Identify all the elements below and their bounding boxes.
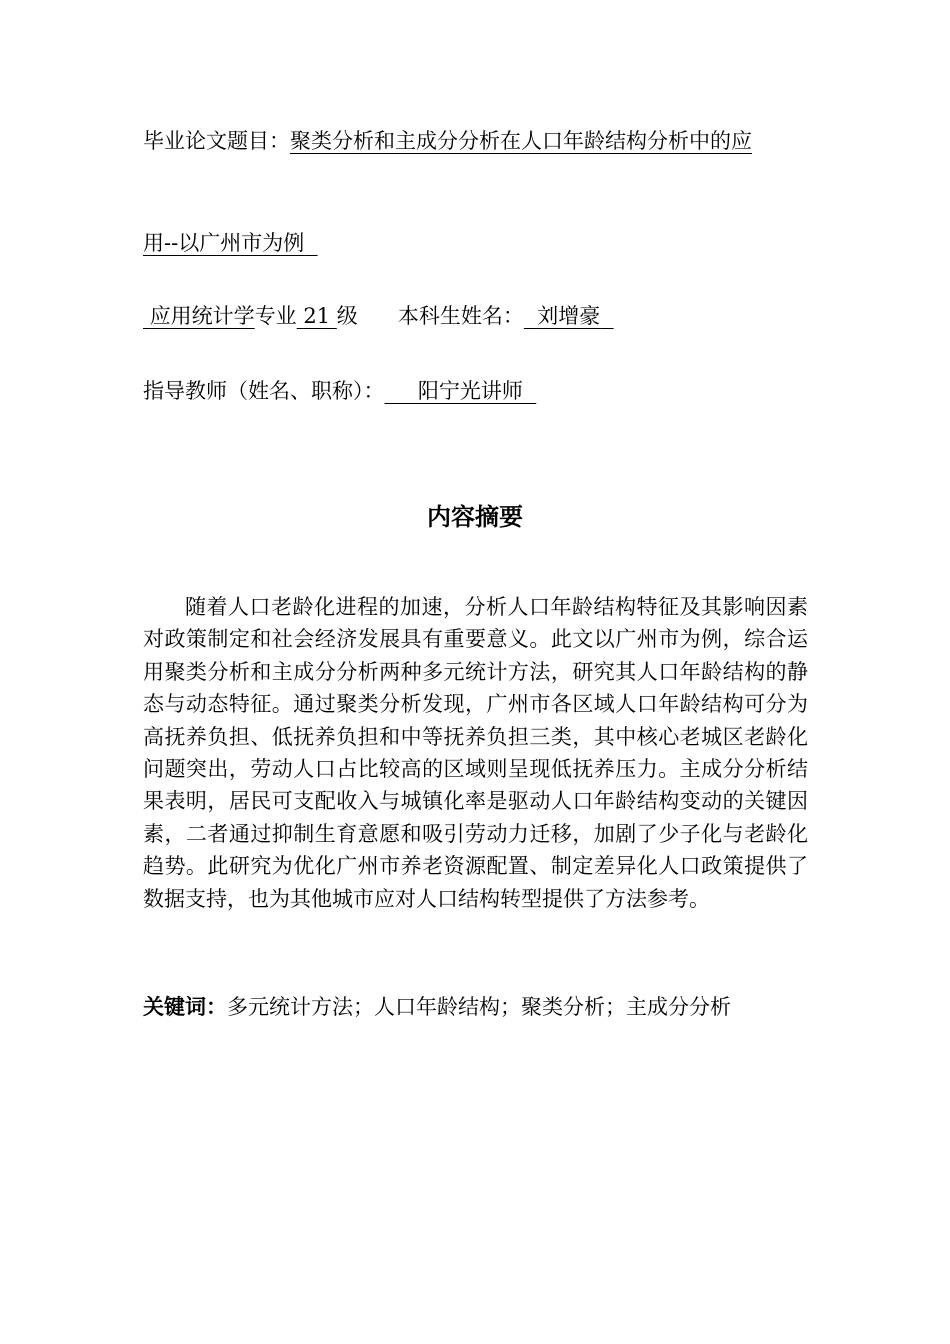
thesis-title-label: 毕业论文题目： <box>143 129 290 153</box>
student-name-label: 本科生姓名： <box>397 304 524 328</box>
thesis-title-line-2 <box>143 228 318 258</box>
grade-suffix: 级 <box>336 304 358 328</box>
abstract-body: 随着人口老龄化进程的加速，分析人口年龄结构特征及其影响因素对政策制定和社会经济发展具有重要意义。此文以广州市为例，综合运用聚类分析和主成分分析两种多元统计方法，研究其人口年龄结构的静态与动态特征。通过聚类分析发现，广州市各区域人口年龄结构可分为高抚养负担、低抚养负担和中等抚养负担三类，其中核心老城区老龄化问题突出，劳动人口占比较高的区域则呈现低抚养压力。主成分分析结果表明，居民可支配收入与城镇化率是驱动人口年龄结构变动的关键因素，二者通过抑制生育意愿和吸引劳动力迁移，加剧了少子化与老龄化趋势。此研究为优化广州市养老资源配置、制定差异化人口政策提供了数据支持，也为其他城市应对人口结构转型提供了方法参考。 <box>143 595 808 911</box>
thesis-title-text: 聚类分析和主成分分析在人口年龄结构分析中的应 <box>290 129 752 153</box>
advisor-name: 阳宁光讲师 <box>417 379 523 403</box>
keywords-line <box>143 992 731 1022</box>
major-field: 应用统计学 <box>149 304 255 328</box>
abstract-heading: 内容摘要 <box>427 503 523 531</box>
student-info-line <box>143 301 614 331</box>
thesis-title-continued: 用--以广州市为例 <box>143 231 305 255</box>
student-name: 刘增豪 <box>537 304 601 328</box>
keywords-list: 多元统计方法；人口年龄结构；聚类分析；主成分分析 <box>227 995 731 1019</box>
grade-field: 21 <box>303 304 331 328</box>
thesis-title-line-1 <box>143 126 752 156</box>
advisor-line <box>143 376 536 406</box>
advisor-label: 指导教师（姓名、职称）： <box>143 379 385 403</box>
major-suffix: 专业 <box>254 304 297 328</box>
keywords-label: 关键词： <box>143 995 227 1019</box>
